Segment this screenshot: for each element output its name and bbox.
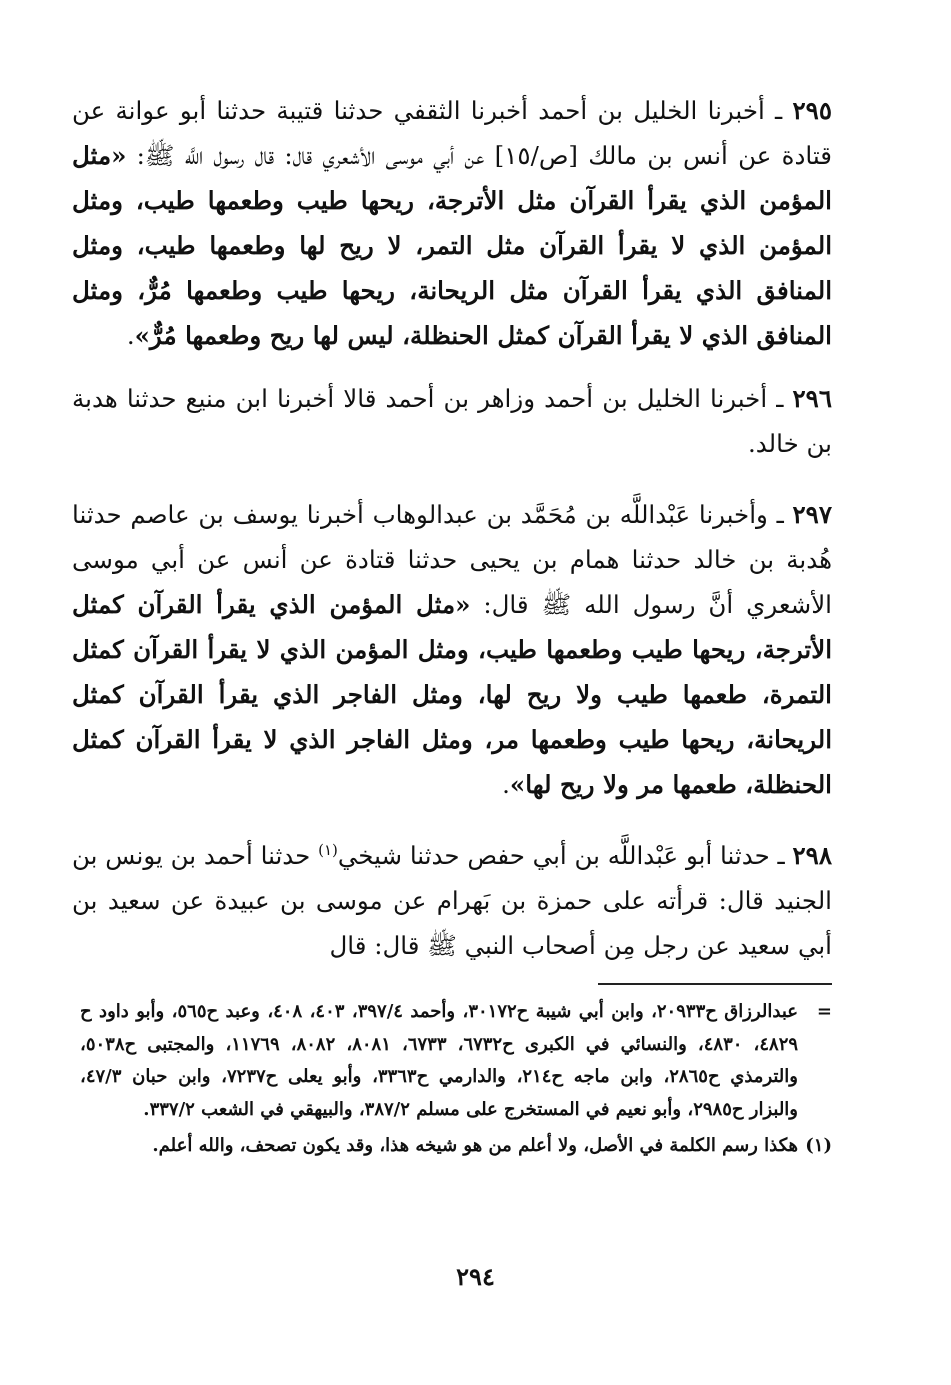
isnad-text-continued: حدثنا أحمد بن يونس بن الجنيد قال: قرأته على حمزة بن بَهرام عن موسى بن عبيدة عن سعيد بن أبي سعيد عن رجل مِن أصحاب النبي ﷺ قال: قال — [72, 841, 832, 960]
footnote-mark: (١) — [805, 1135, 832, 1156]
footnote-text: عبدالرزاق ح٢٠٩٣٣، وابن أبي شيبة ح٣٠١٧٢، وأحمد ٣٩٧/٤، ٤٠٣، ٤٠٨، وعبد ح٥٦٥، وأبو داود ح ٤٨٢٩، ٤٨٣٠، والنسائي في الكبرى ح٦٧٣٢، ٦٧٣٣، ٨٠٨١، ٨٠٨٢، ١١٧٦٩، والمجتبى ح٥٠٣٨، والترمذي ح٢٨٦٥، وابن ماجه ح٢١٤، والدارمي ح٣٣٦٣، وأبو يعلى ح٧٢٣٧، وابن حبان ٤٧/٣، والبزار ح٢٩٨٥، وأبو نعيم في المستخرج على مسلم ٣٨٧/٢، والبيهقي في الشعب ٣٣٧/٢. — [80, 1001, 799, 1120]
hadith-number: ٢٩٦ — [792, 384, 832, 413]
footnote-reference: (١) — [318, 840, 338, 859]
footnotes — [80, 996, 832, 1163]
hadith-paragraph-295 — [72, 88, 832, 358]
hadith-paragraph-297 — [72, 492, 832, 807]
hadith-text: «مثل المؤمن الذي يقرأ القرآن كمثل الأترجة، ريحها طيب وطعمها طيب، ومثل المؤمن الذي لا يقرأ القرآن كمثل التمرة، طعمها طيب ولا ريح لها، ومثل الفاجر الذي يقرأ القرآن كمثل الريحانة، ريحها طيب وطعمها مر، ومثل الفاجر الذي لا يقرأ القرآن كمثل الحنظلة، طعمها مر ولا ريح لها» — [72, 590, 832, 799]
main-text — [72, 88, 832, 986]
isnad-text: ـ حدثنا أبو عَبْداللَّه بن أبي حفص حدثنا شيخي — [337, 841, 785, 870]
hadith-text: «مثل المؤمن الذي يقرأ القرآن مثل الأترجة، ريحها طيب وطعمها طيب، ومثل المؤمن الذي لا يقرأ القرآن مثل التمر، لا ريح لها وطعمها طيب، ومثل المنافق الذي يقرأ القرآن مثل الريحانة، ريحها طيب وطعمها مُرٌّ، ومثل المنافق الذي لا يقرأ القرآن كمثل الحنظلة، ليس لها ريح وطعمها مُرٌّ» — [72, 141, 832, 350]
footnote-separator — [598, 983, 832, 985]
isnad-text: ـ وأخبرنا عَبْداللَّه بن مُحَمَّد بن عبدالوهاب أخبرنا يوسف بن عاصم حدثنا هُدبة بن خالد حدثنا همام بن يحيى حدثنا قتادة عن أنس عن أبي موسى الأشعري أنَّ رسول الله ﷺ قال: — [72, 500, 832, 619]
hadith-number: ٢٩٥ — [792, 96, 832, 125]
hadith-number: ٢٩٧ — [792, 500, 832, 529]
isnad-text: ـ أخبرنا الخليل بن أحمد أخبرنا الثقفي حدثنا قتيبة حدثنا أبو عوانة عن قتادة عن أنس بن مالك [ص/١٥] عن أبي موسى الأشعري قال: قال رسول اللَّه ﷺ: — [72, 96, 832, 170]
hadith-paragraph-296 — [72, 376, 832, 466]
hadith-number: ٢٩٨ — [792, 841, 832, 870]
hadith-paragraph-298 — [72, 833, 832, 968]
footnote-mark: = — [816, 1001, 832, 1022]
paragraph-end: . — [126, 321, 135, 350]
paragraph-end: . — [502, 770, 510, 799]
footnote-item — [80, 1130, 832, 1163]
footnote-item — [80, 996, 832, 1126]
footnote-text: هكذا رسم الكلمة في الأصل، ولا أعلم من هو شيخه هذا، وقد يكون تصحف، والله أعلم. — [152, 1135, 798, 1156]
page-number: ٢٩٤ — [456, 1262, 495, 1291]
isnad-text: ـ أخبرنا الخليل بن أحمد وزاهر بن أحمد قالا أخبرنا ابن منيع حدثنا هدبة بن خالد. — [72, 384, 832, 458]
